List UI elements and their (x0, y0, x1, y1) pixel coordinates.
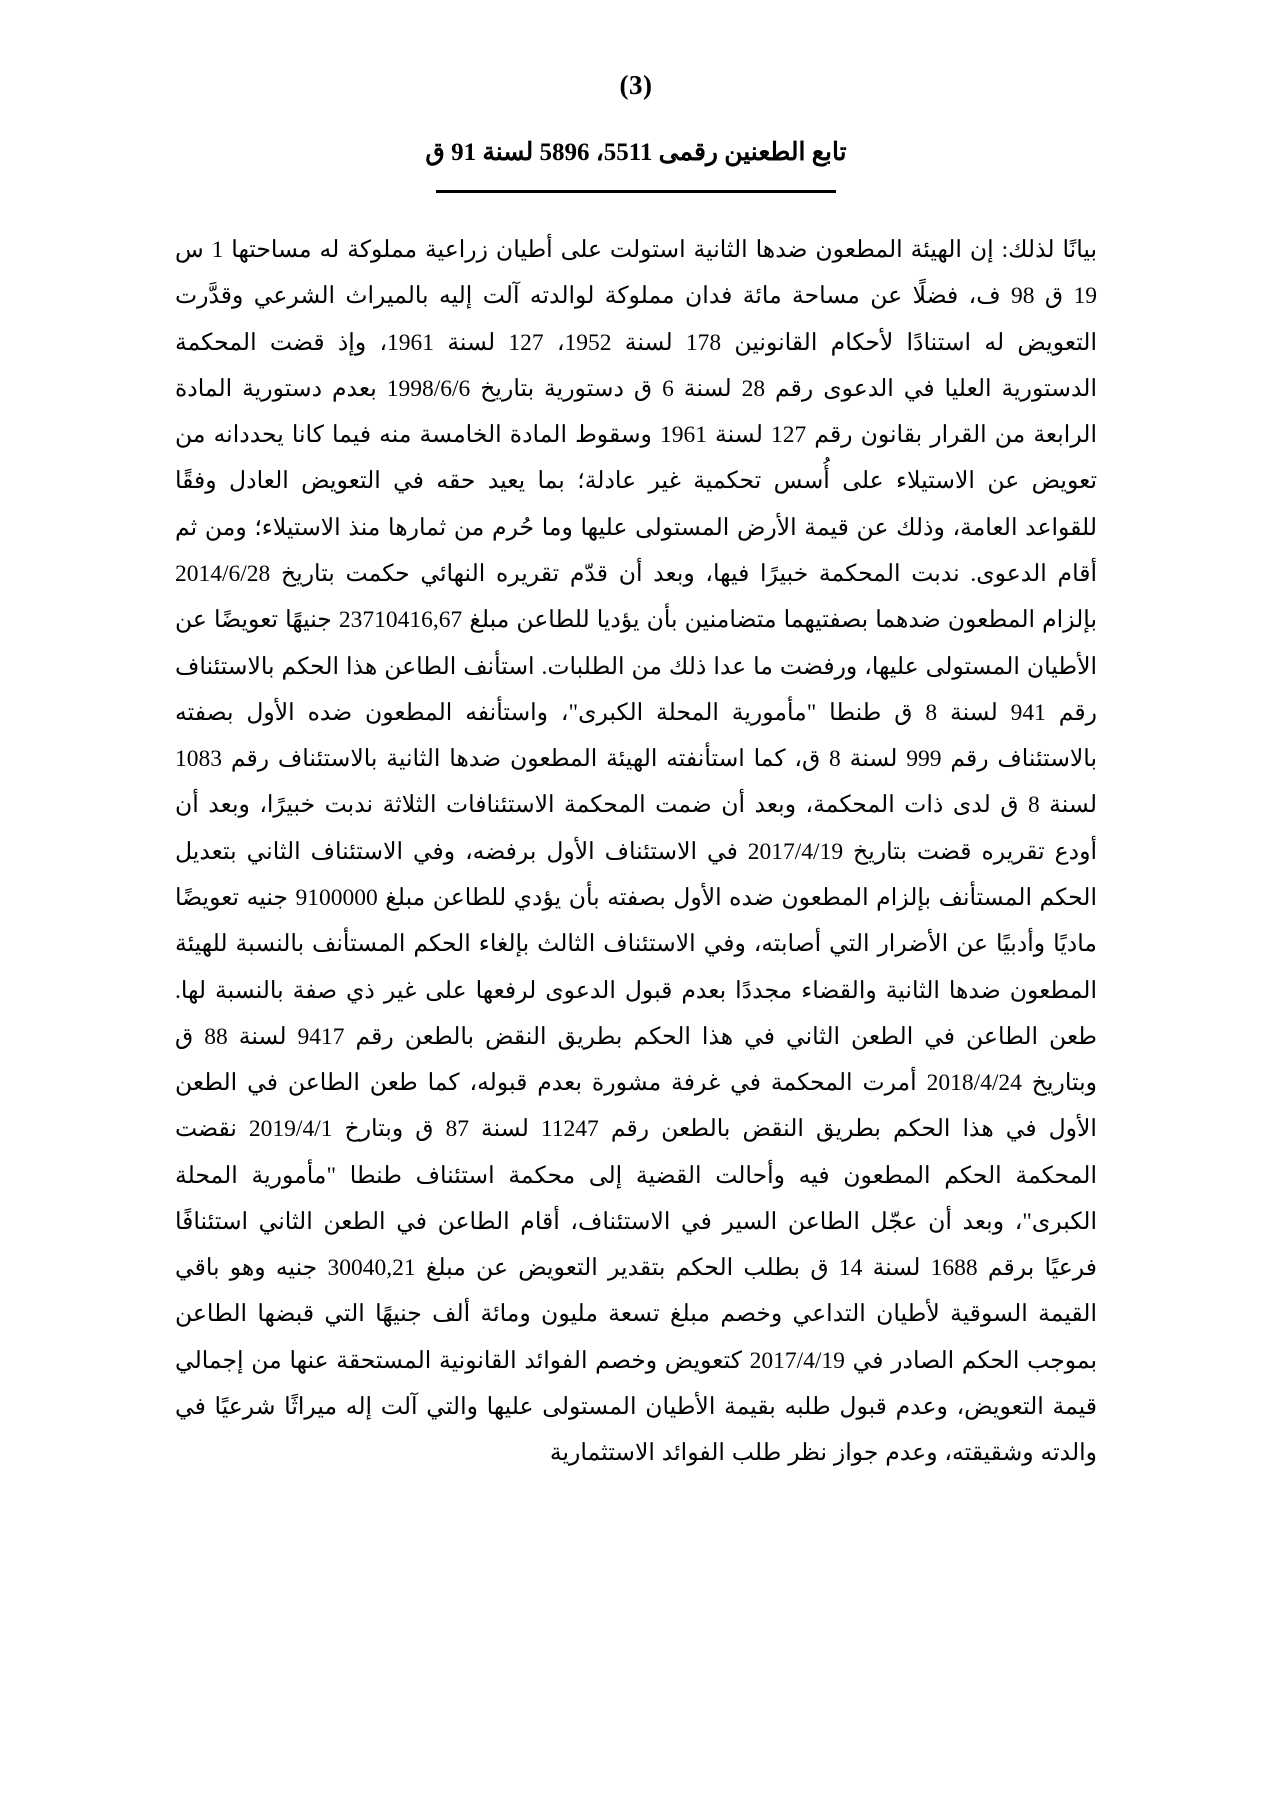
page-number: (3) (619, 70, 653, 100)
document-heading: تابع الطعنين رقمى 5511، 5896 لسنة 91 ق (425, 139, 847, 166)
horizontal-rule (436, 190, 836, 193)
body-paragraph: بيانًا لذلك: إن الهيئة المطعون ضدها الثانية استولت على أطيان زراعية مملوكة له مساحتها 1 س 19 ق 98 ف، فضلًا عن مساحة مائة فدان مملوكة لوالدته آلت إليه بالميراث الشرعي وقدَّرت التعويض له استنادًا لأحكام القانونين 178 لسنة 1952، 127 لسنة 1961، وإذ قضت المحكمة الدستورية العليا في الدعوى رقم 28 لسنة 6 ق دستورية بتاريخ 1998/6/6 بعدم دستورية المادة الرابعة من القرار بقانون رقم 127 لسنة 1961 وسقوط المادة الخامسة منه فيما كانا يحددانه من تعويض عن الاستيلاء على أُسس تحكمية غير عادلة؛ بما يعيد حقه في التعويض العادل وفقًا للقواعد العامة، وذلك عن قيمة الأرض المستولى عليها وما حُرم من ثمارها منذ الاستيلاء؛ ومن ثم أقام الدعوى. ندبت المحكمة خبيرًا فيها، وبعد أن قدّم تقريره النهائي حكمت بتاريخ 2014/6/28 بإلزام المطعون ضدهما بصفتيهما متضامنين بأن يؤديا للطاعن مبلغ 23710416,67 جنيهًا تعويضًا عن الأطيان المستولى عليها، ورفضت ما عدا ذلك من الطلبات. استأنف الطاعن هذا الحكم بالاستئناف رقم 941 لسنة 8 ق طنطا "مأمورية المحلة الكبرى"، واستأنفه المطعون ضده الأول بصفته بالاستئناف رقم 999 لسنة 8 ق، كما استأنفته الهيئة المطعون ضدها الثانية بالاستئناف رقم 1083 لسنة 8 ق لدى ذات المحكمة، وبعد أن ضمت المحكمة الاستئنافات الثلاثة ندبت خبيرًا، وبعد أن أودع تقريره قضت بتاريخ 2017/4/19 في الاستئناف الأول برفضه، وفي الاستئناف الثاني بتعديل الحكم المستأنف بإلزام المطعون ضده الأول بصفته بأن يؤدي للطاعن مبلغ 9100000 جنيه تعويضًا ماديًا وأدبيًا عن الأضرار التي أصابته، وفي الاستئناف الثالث بإلغاء الحكم المستأنف بالنسبة للهيئة المطعون ضدها الثانية والقضاء مجددًا بعدم قبول الدعوى لرفعها على غير ذي صفة بالنسبة لها. طعن الطاعن في الطعن الثاني في هذا الحكم بطريق النقض بالطعن رقم 9417 لسنة 88 ق وبتاريخ 2018/4/24 أمرت المحكمة في غرفة مشورة بعدم قبوله، كما طعن الطاعن في الطعن الأول في هذا الحكم بطريق النقض بالطعن رقم 11247 لسنة 87 ق وبتارخ 2019/4/1 نقضت المحكمة الحكم المطعون فيه وأحالت القضية إلى محكمة استئناف طنطا "مأمورية المحلة الكبرى"، وبعد أن عجّل الطاعن السير في الاستئناف، أقام الطاعن في الطعن الثاني استئنافًا فرعيًا برقم 1688 لسنة 14 ق بطلب الحكم بتقدير التعويض عن مبلغ 30040,21 جنيه وهو باقي القيمة السوقية لأطيان التداعي وخصم مبلغ تسعة مليون ومائة ألف جنيهًا التي قبضها الطاعن بموجب الحكم الصادر في 2017/4/19 كتعويض وخصم الفوائد القانونية المستحقة عنها من إجمالي قيمة التعويض، وعدم قبول طلبه بقيمة الأطيان المستولى عليها والتي آلت إله ميراثًا شرعيًا في والدته وشقيقته، وعدم جواز نظر طلب الفوائد الاستثمارية (175, 237, 1098, 1467)
document-body (175, 227, 1097, 1477)
